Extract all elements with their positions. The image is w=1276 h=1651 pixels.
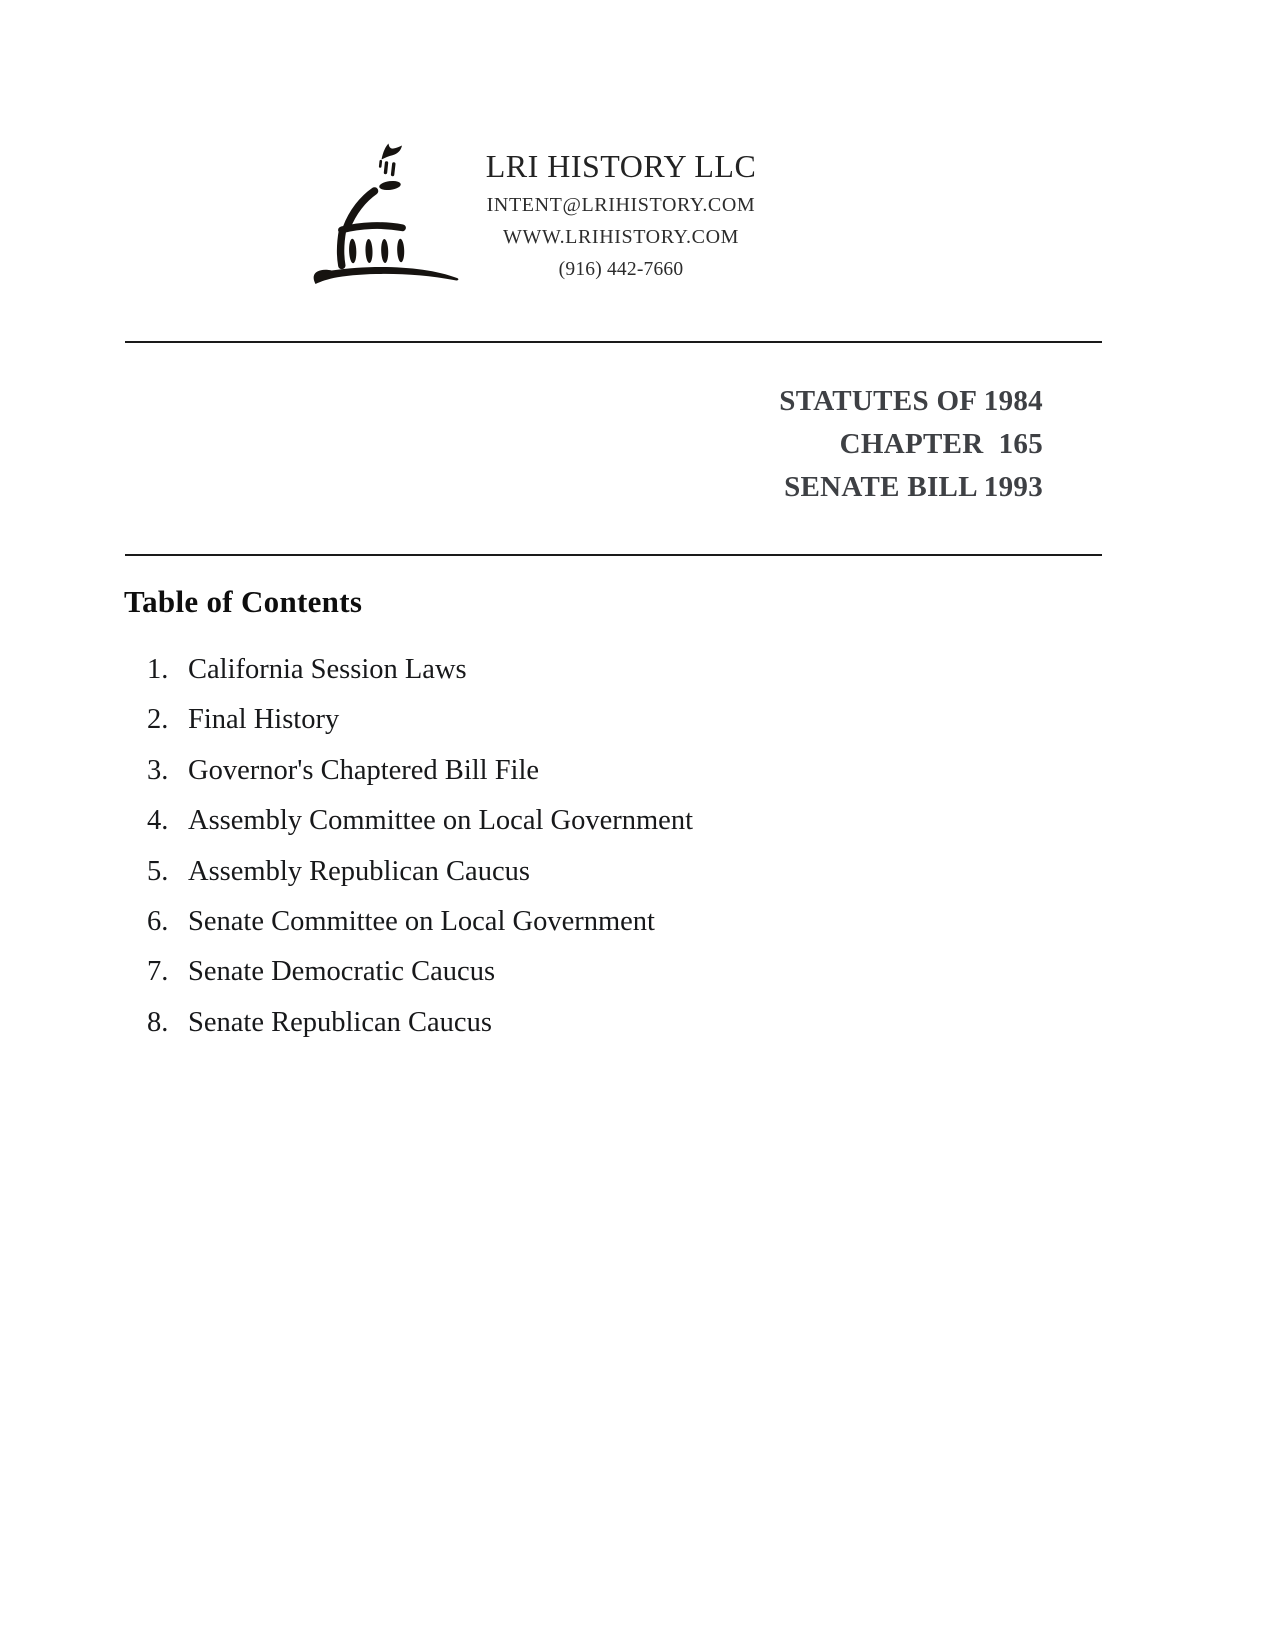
statute-reference <box>779 380 1043 509</box>
company-website: WWW.LRIHISTORY.COM <box>502 226 739 248</box>
toc-item-number: 6. <box>147 905 169 937</box>
divider-bottom <box>125 554 1102 556</box>
toc-item <box>147 897 1047 947</box>
company-email: INTENT@LRIHISTORY.COM <box>486 194 756 216</box>
toc-item <box>147 998 1047 1048</box>
letterhead <box>421 147 821 282</box>
toc-item <box>147 796 1047 846</box>
toc-item-label: Governor's Chaptered Bill File <box>188 754 540 786</box>
toc-item-number: 5. <box>147 855 169 887</box>
toc-item <box>147 947 1047 997</box>
toc-item-label: Senate Committee on Local Government <box>188 905 655 937</box>
divider-top <box>125 341 1102 343</box>
toc-item-label: Senate Democratic Caucus <box>188 956 496 988</box>
toc-item-number: 1. <box>147 654 169 685</box>
toc-item <box>147 695 1047 745</box>
toc-item-number: 8. <box>147 1006 169 1038</box>
toc-list <box>147 645 1047 1048</box>
company-name: LRI HISTORY LLC <box>485 148 757 184</box>
toc-item-number: 4. <box>147 805 169 837</box>
toc-heading: Table of Contents <box>124 584 363 619</box>
toc-item-label: California Session Laws <box>188 654 467 685</box>
chapter-line: CHAPTER 165 <box>839 428 1043 460</box>
toc-item-label: Final History <box>188 704 340 736</box>
toc-item-label: Senate Republican Caucus <box>188 1006 492 1038</box>
company-phone: (916) 442-7660 <box>558 259 684 280</box>
toc-item-number: 3. <box>147 754 169 786</box>
toc-item-number: 7. <box>147 956 169 988</box>
senate-bill-line: SENATE BILL 1993 <box>784 471 1043 503</box>
toc-item <box>147 847 1047 897</box>
toc-item-number: 2. <box>147 704 169 736</box>
toc-item <box>147 746 1047 796</box>
statutes-line: STATUTES OF 1984 <box>779 385 1043 417</box>
toc-item-label: Assembly Committee on Local Government <box>188 805 693 837</box>
toc-item-label: Assembly Republican Caucus <box>188 855 530 887</box>
toc-item <box>147 645 1047 695</box>
